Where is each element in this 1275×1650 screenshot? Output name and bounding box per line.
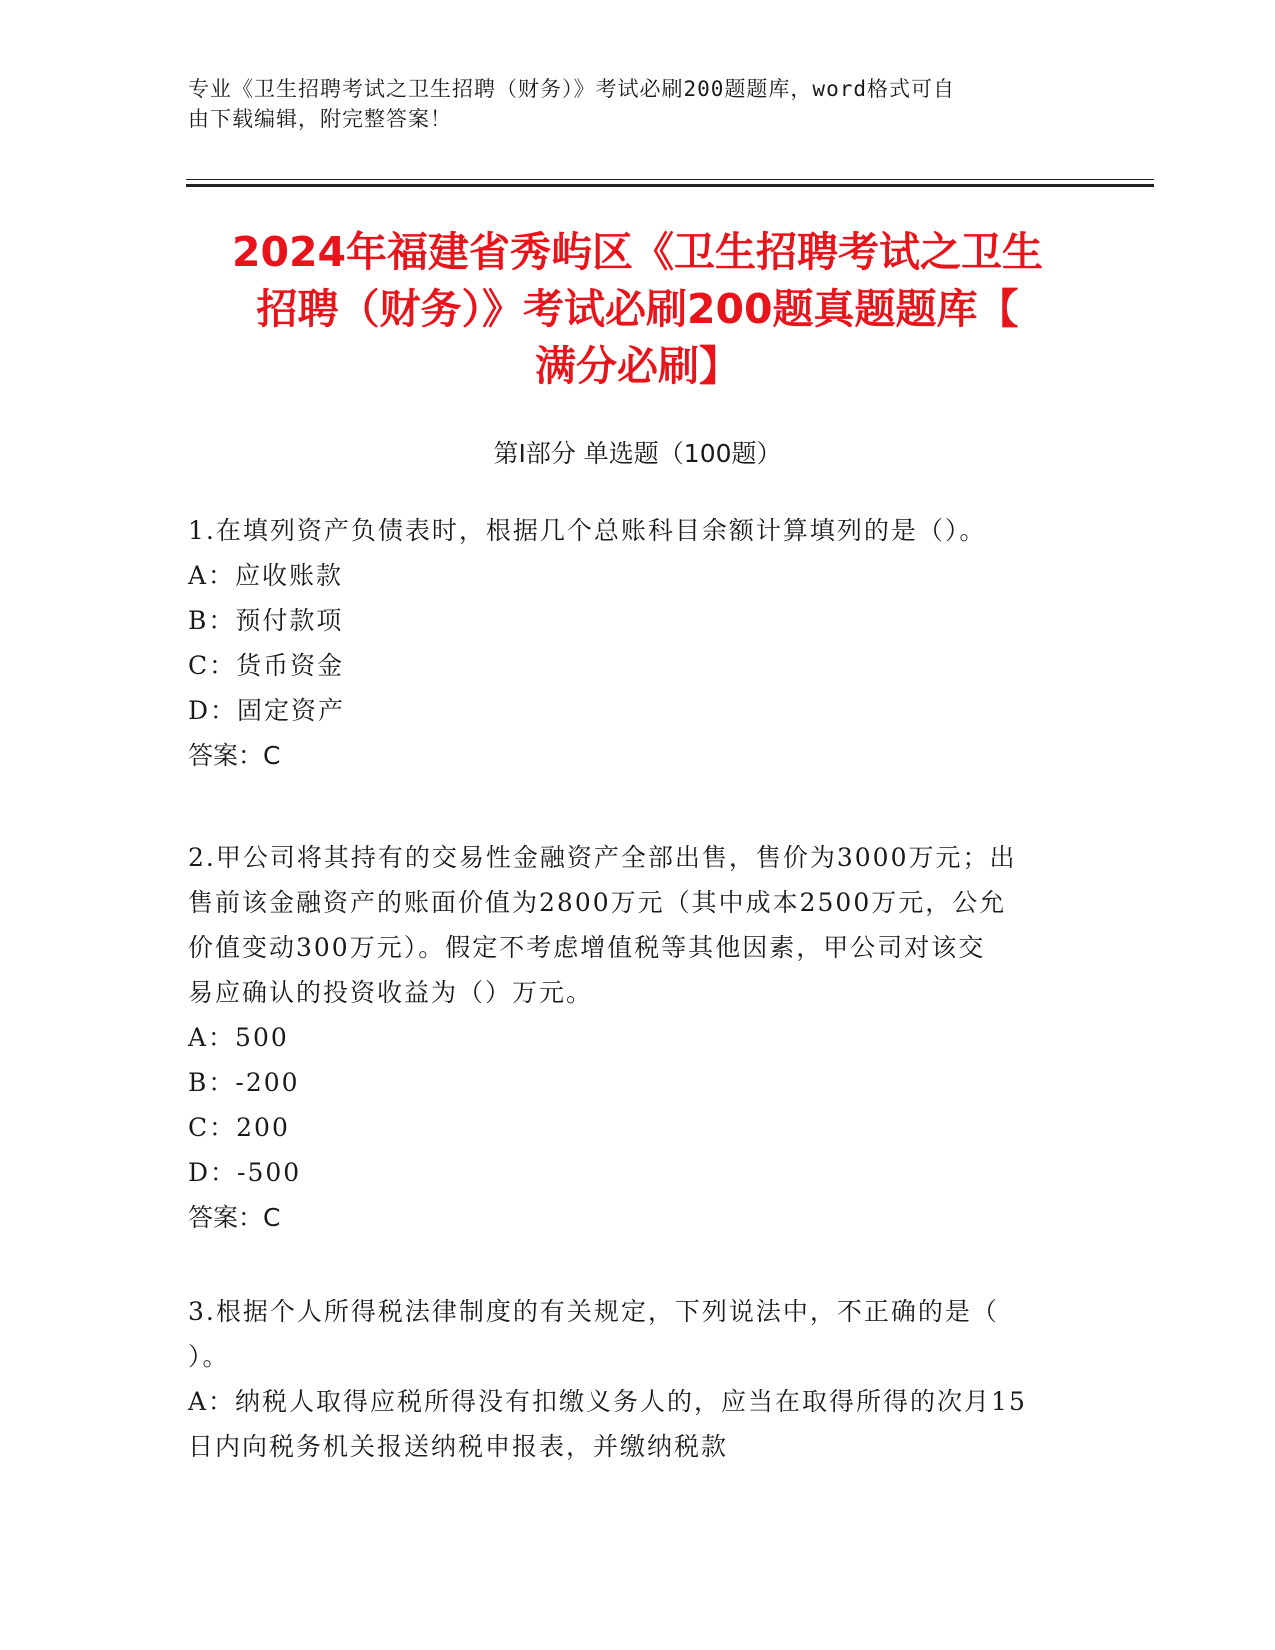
question-stem-line: 2.甲公司将其持有的交易性金融资产全部出售，售价为3000万元；出 bbox=[188, 843, 1017, 872]
question-stem-line: 售前该金融资产的账面价值为2800万元（其中成本2500万元，公允 bbox=[188, 888, 1007, 917]
question-stem-line: 易应确认的投资收益为（）万元。 bbox=[188, 978, 594, 1007]
title-line-1: 2024年福建省秀屿区《卫生招聘考试之卫生 bbox=[231, 228, 1044, 276]
question-3 bbox=[188, 1289, 1088, 1469]
document-title bbox=[160, 224, 1115, 395]
header-divider-thick bbox=[186, 184, 1154, 187]
title-line-2: 招聘（财务）》考试必刷200题真题题库【 bbox=[256, 285, 1019, 333]
option-d: D：-500 bbox=[188, 1158, 302, 1187]
option-a: A：500 bbox=[188, 1023, 289, 1052]
option-c: C：200 bbox=[188, 1113, 290, 1142]
document-header-note bbox=[188, 74, 1068, 134]
question-1 bbox=[188, 508, 1088, 778]
option-d: D：固定资产 bbox=[188, 696, 346, 725]
answer: 答案：C bbox=[188, 741, 281, 770]
question-stem-line: ）。 bbox=[188, 1342, 230, 1371]
option-a-continued: 日内向税务机关报送纳税申报表，并缴纳税款 bbox=[188, 1432, 729, 1461]
title-line-3: 满分必刷】 bbox=[535, 342, 740, 390]
option-a: A：应收账款 bbox=[188, 561, 344, 590]
option-b: B：-200 bbox=[188, 1068, 300, 1097]
answer: 答案：C bbox=[188, 1203, 281, 1232]
option-c: C：货币资金 bbox=[188, 651, 345, 680]
question-stem-line: 3.根据个人所得税法律制度的有关规定，下列说法中，不正确的是（ bbox=[188, 1297, 999, 1326]
header-note-line-2: 由下载编辑，附完整答案！ bbox=[188, 107, 452, 131]
header-divider-thin bbox=[186, 179, 1154, 180]
section-heading: 第Ⅰ部分 单选题（100题） bbox=[493, 439, 782, 468]
option-b: B：预付款项 bbox=[188, 606, 344, 635]
question-stem-line: 价值变动300万元）。假定不考虑增值税等其他因素，甲公司对该交 bbox=[188, 933, 986, 962]
question-2 bbox=[188, 835, 1088, 1240]
option-a: A：纳税人取得应税所得没有扣缴义务人的，应当在取得所得的次月15 bbox=[188, 1387, 1027, 1416]
question-stem: 1.在填列资产负债表时，根据几个总账科目余额计算填列的是（）。 bbox=[188, 516, 987, 545]
header-note-line-1: 专业《卫生招聘考试之卫生招聘（财务）》考试必刷200题题库，word格式可自 bbox=[188, 77, 955, 101]
